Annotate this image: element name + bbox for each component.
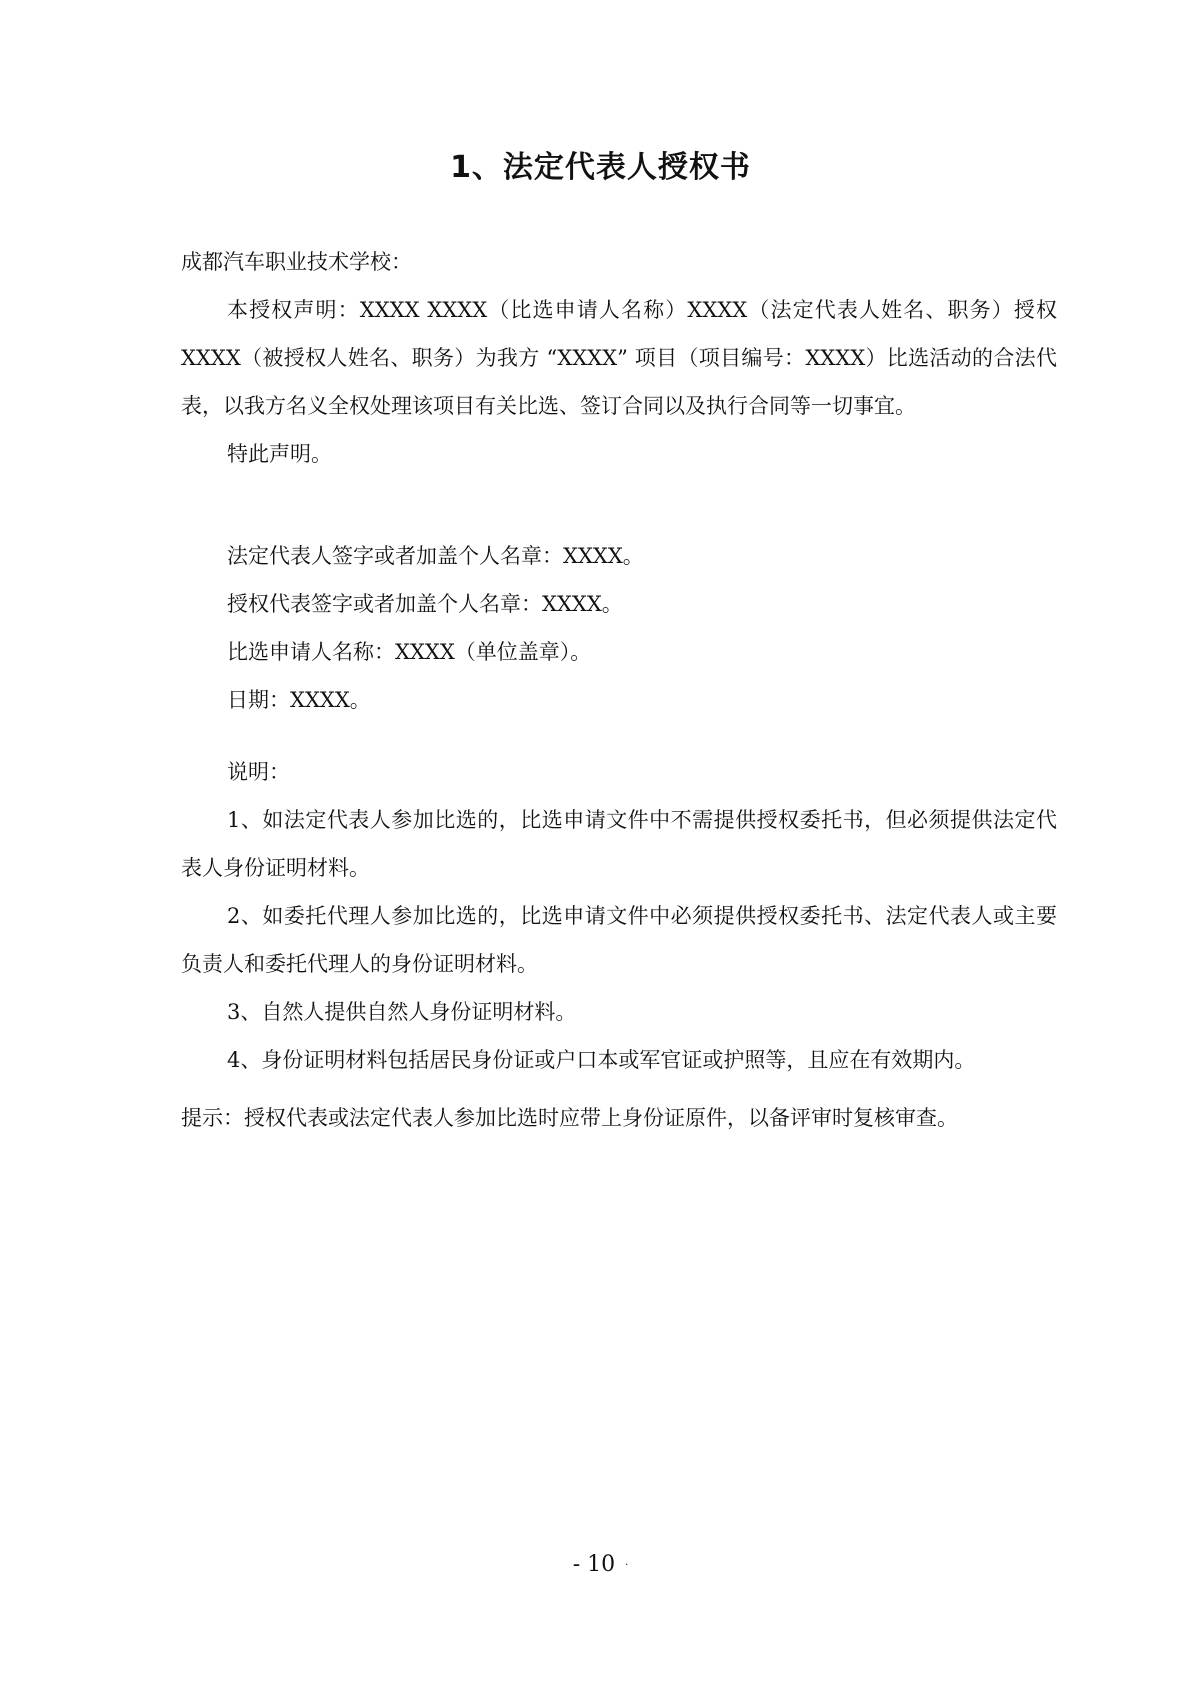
page-number: - 10 [572, 1552, 616, 1577]
page-title: 1、法定代表人授权书 [450, 150, 751, 185]
note-item: 1、如法定代表人参加比选的，比选申请文件中不需提供授权委托书，但必须提供法定代表人身份证明材料。 [181, 808, 1057, 880]
legal-rep-signature: 法定代表人签字或者加盖个人名章：XXXX。 [227, 544, 644, 568]
tip-text: 提示：授权代表或法定代表人参加比选时应带上身份证原件，以备评审时复核审查。 [181, 1106, 958, 1130]
addressee: 成都汽车职业技术学校： [181, 250, 412, 274]
page-footer [0, 1552, 1201, 1577]
closing-statement: 特此声明。 [227, 442, 332, 466]
page-mark: · [625, 1559, 629, 1571]
tip-section [181, 1094, 1057, 1142]
notes-section [181, 748, 1057, 1084]
signature-block [181, 532, 1057, 724]
authorization-statement: 本授权声明：XXXX XXXX（比选申请人名称）XXXX（法定代表人姓名、职务）授权 XXXX（被授权人姓名、职务）为我方 “XXXX” 项目（项目编号：XXXX）比选活动的合法代表，以我方名义全权处理该项目有关比选、签订合同以及执行合同等一切事宜。 [181, 298, 1057, 418]
note-item: 2、如委托代理人参加比选的，比选申请文件中必须提供授权委托书、法定代表人或主要负责人和委托代理人的身份证明材料。 [181, 904, 1057, 976]
notes-heading: 说明： [227, 760, 290, 784]
applicant-name: 比选申请人名称：XXXX（单位盖章）。 [227, 640, 592, 664]
letter-body [181, 238, 1057, 478]
note-item: 3、自然人提供自然人身份证明材料。 [227, 1000, 577, 1024]
note-item: 4、身份证明材料包括居民身份证或户口本或军官证或护照等，且应在有效期内。 [227, 1048, 976, 1072]
date-line: 日期：XXXX。 [227, 688, 371, 712]
authorized-rep-signature: 授权代表签字或者加盖个人名章：XXXX。 [227, 592, 623, 616]
